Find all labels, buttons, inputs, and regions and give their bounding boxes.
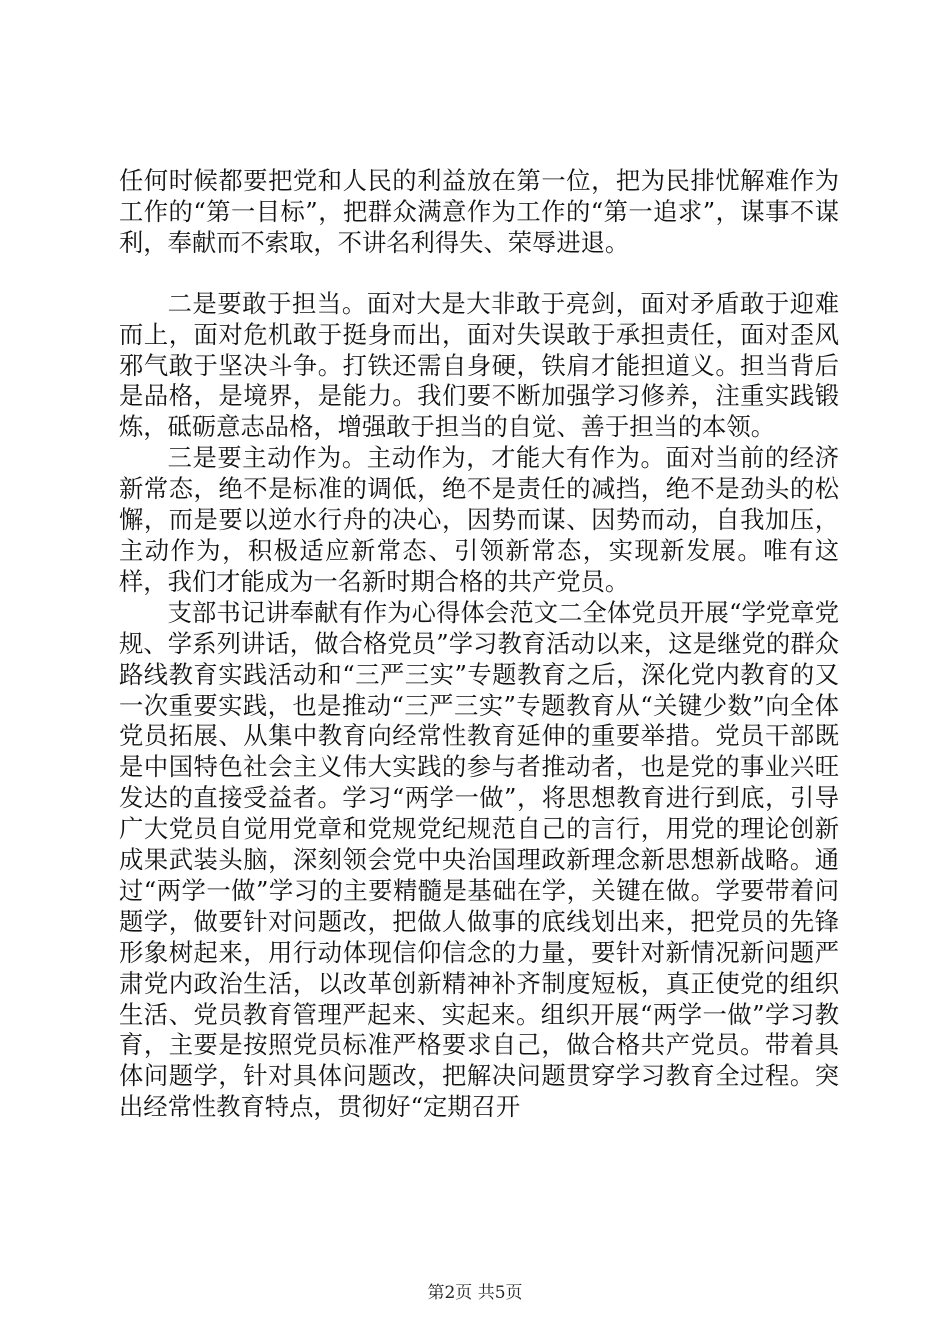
paragraph-dare-to-take-responsibility: 二是要敢于担当。面对大是大非敢于亮剑，面对矛盾敢于迎难而上，面对危机敢于挺身而出，面对失误敢于承担责任，面对歪风邪气敢于坚决斗争。打铁还需自身硬，铁肩才能担道义。担当背后是品格，是境界，是能力。我们要不断加强学习修养，注重实践锻炼，砥砺意志品格，增强敢于担当的自觉、善于担当的本领。 [119, 288, 839, 442]
paragraph-gap [119, 259, 839, 289]
page-number-footer: 第2页 共5页 [427, 1283, 523, 1303]
paragraph-continuation: 任何时候都要把党和人民的利益放在第一位，把为民排忧解难作为工作的“第一目标”，把群众满意作为工作的“第一追求”，谋事不谋利，奉献而不索取，不讲名利得失、荣辱进退。 [119, 166, 839, 257]
paragraph-sample-two: 支部书记讲奉献有作为心得体会范文二全体党员开展“学党章党规、学系列讲话，做合格党员”学习教育活动以来，这是继党的群众路线教育实践活动和“三严三实”专题教育之后，深化党内教育的又一次重要实践，也是推动“三严三实”专题教育从“关键少数”向全体党员拓展、从集中教育向经常性教育延伸的重要举措。党员干部既是中国特色社会主义伟大实践的参与者推动者，也是党的事业兴旺发达的直接受益者。学习“两学一做”，将思想教育进行到底，引导广大党员自觉用党章和党规党纪规范自己的言行，用党的理论创新成果武装头脑，深刻领会党中央治国理政新理念新思想新战略。通过“两学一做”学习的主要精髓是基础在学，关键在做。学要带着问题学，做要针对问题改，把做人做事的底线划出来，把党员的先锋形象树起来，用行动体现信仰信念的力量，要针对新情况新问题严肃党内政治生活，以改革创新精神补齐制度短板，真正使党的组织生活、党员教育管理严起来、实起来。组织开展“两学一做”学习教育，主要是按照党员标准严格要求自己，做合格共产党员。带着具体问题学，针对具体问题改，把解决问题贯穿学习教育全过程。突出经常性教育特点，贯彻好“定期召开 [119, 597, 839, 1122]
paragraph-take-initiative: 三是要主动作为。主动作为，才能大有作为。面对当前的经济新常态，绝不是标准的调低，绝不是责任的减挡，绝不是劲头的松懈，而是要以逆水行舟的决心，因势而谋、因势而动，自我加压，主动作为，积极适应新常态、引领新常态，实现新发展。唯有这样，我们才能成为一名新时期合格的共产党员。 [119, 443, 839, 596]
document-body [119, 166, 839, 1123]
